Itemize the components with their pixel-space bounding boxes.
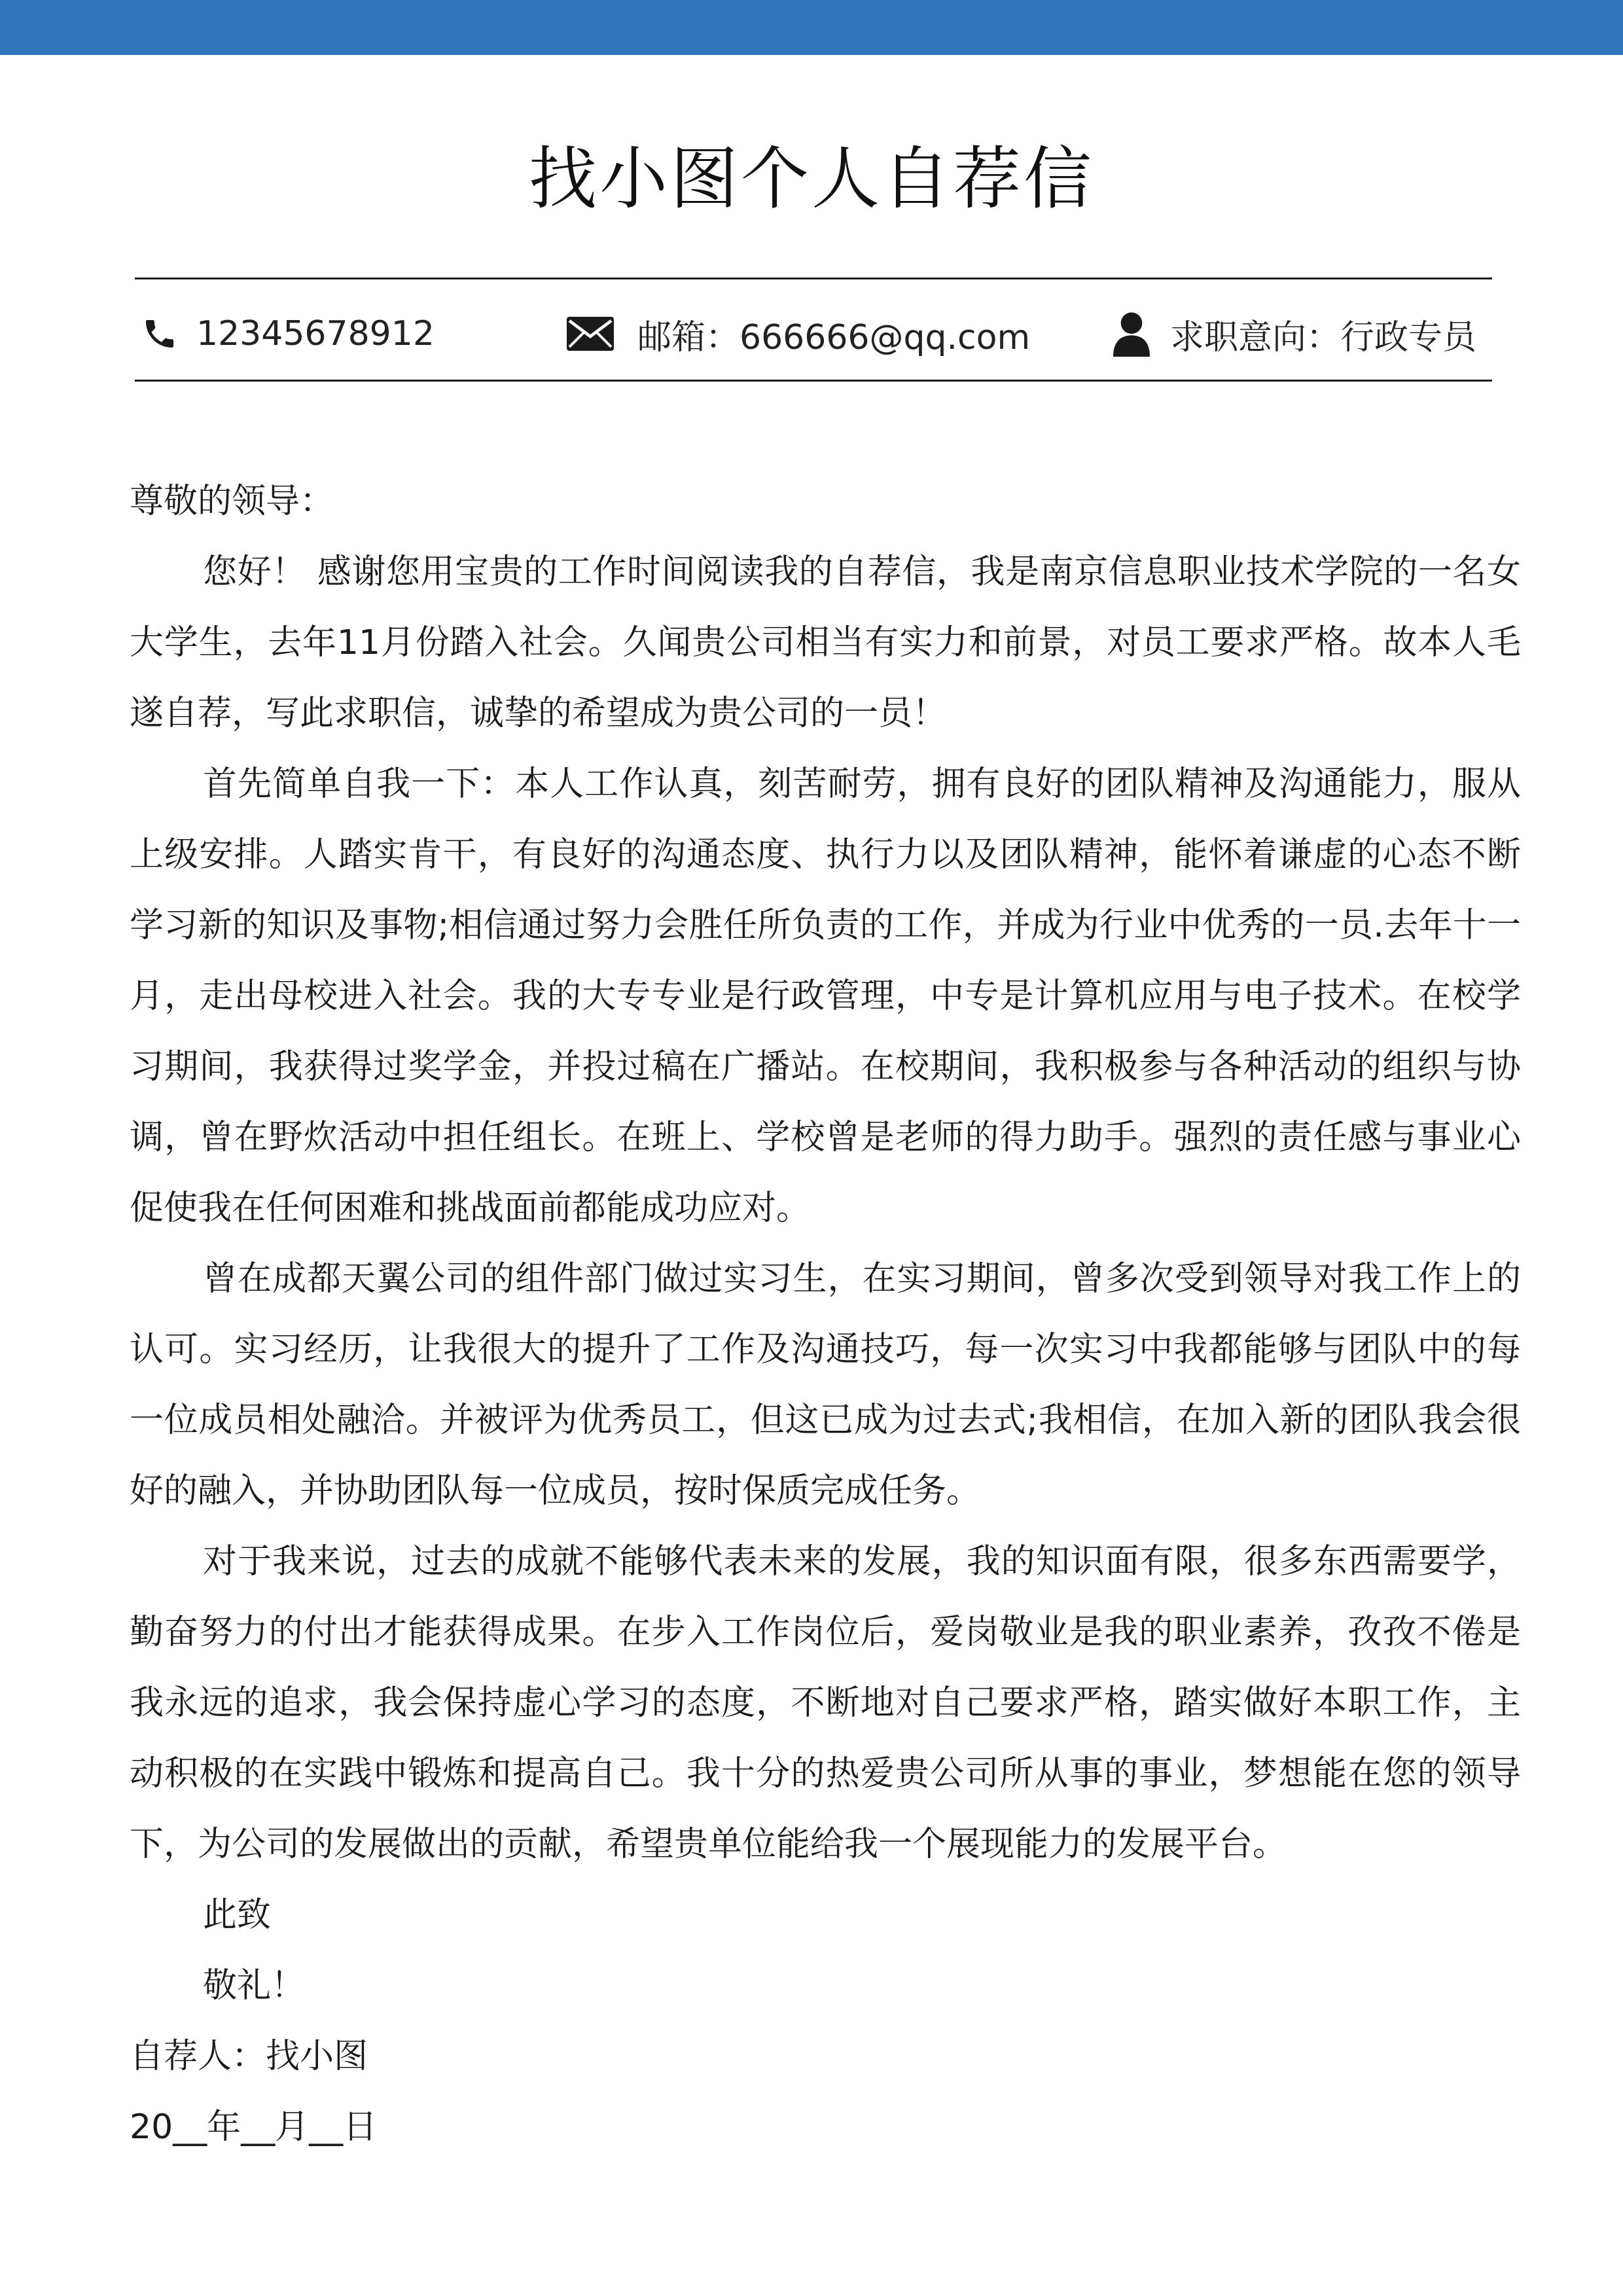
date-line: 20__年__月__日 <box>130 2108 378 2147</box>
phone-icon <box>141 315 178 352</box>
paragraph-greeting: 您好！ 感谢您用宝贵的工作时间阅读我的自荐信，我是南京信息职业技术学院的一名女大学生，去年11月份踏入社会。久闻贵公司相当有实力和前景，对员工要求严格。故本人毛遂自荐，写此求职信，诚挚的希望成为贵公司的一员！ <box>130 552 1521 733</box>
envelope-icon <box>567 317 614 351</box>
closing-line-2: 敬礼！ <box>203 1966 306 2005</box>
page-title: 找小图个人自荐信 <box>528 139 1094 219</box>
contact-email <box>567 302 1030 365</box>
top-accent-bar <box>0 0 1623 55</box>
job-intent-text: 求职意向：行政专员 <box>1170 317 1477 357</box>
contact-phone <box>141 302 435 365</box>
phone-number: 12345678912 <box>196 314 435 353</box>
header-divider-top <box>135 278 1492 279</box>
paragraph-outlook: 对于我来说，过去的成就不能够代表未来的发展，我的知识面有限，很多东西需要学，勤奋努力的付出才能获得成果。在步入工作岗位后，爱岗敬业是我的职业素养，孜孜不倦是我永远的追求，我会保持虚心学习的态度，不断地对自己要求严格，踏实做好本职工作，主动积极的在实践中锻炼和提高自己。我十分的热爱贵公司所从事的事业，梦想能在您的领导下，为公司的发展做出的贡献，希望贵单位能给我一个展现能力的发展平台。 <box>130 1542 1521 1864</box>
contact-job-intent <box>1113 302 1476 365</box>
paragraph-internship: 曾在成都天翼公司的组件部门做过实习生，在实习期间，曾多次受到领导对我工作上的认可。实习经历，让我很大的提升了工作及沟通技巧，每一次实习中我都能够与团队中的每一位成员相处融洽。并被评为优秀员工，但这已成为过去式;我相信，在加入新的团队我会很好的融入，并协助团队每一位成员，按时保质完成任务。 <box>130 1259 1521 1511</box>
salutation: 尊敬的领导： <box>130 482 334 521</box>
signer: 自荐人：找小图 <box>130 2037 368 2076</box>
letter-body <box>130 466 1521 2162</box>
paragraph-self-intro: 首先简单自我一下：本人工作认真，刻苦耐劳，拥有良好的团队精神及沟通能力，服从上级安排。人踏实肯干，有良好的沟通态度、执行力以及团队精神，能怀着谦虚的心态不断学习新的知识及事物;相信通过努力会胜任所负责的工作，并成为行业中优秀的一员.去年十一月，走出母校进入社会。我的大专专业是行政管理，中专是计算机应用与电子技术。在校学习期间，我获得过奖学金，并投过稿在广播站。在校期间，我积极参与各种活动的组织与协调，曾在野炊活动中担任组长。在班上、学校曾是老师的得力助手。强烈的责任感与事业心促使我在任何困难和挑战面前都能成功应对。 <box>130 764 1521 1228</box>
closing-line-1: 此致 <box>203 1895 272 1935</box>
email-text: 邮箱：666666@qq.com <box>637 317 1031 357</box>
header-divider-bottom <box>135 380 1492 382</box>
person-icon <box>1113 311 1150 357</box>
contact-info-row <box>135 302 1492 365</box>
